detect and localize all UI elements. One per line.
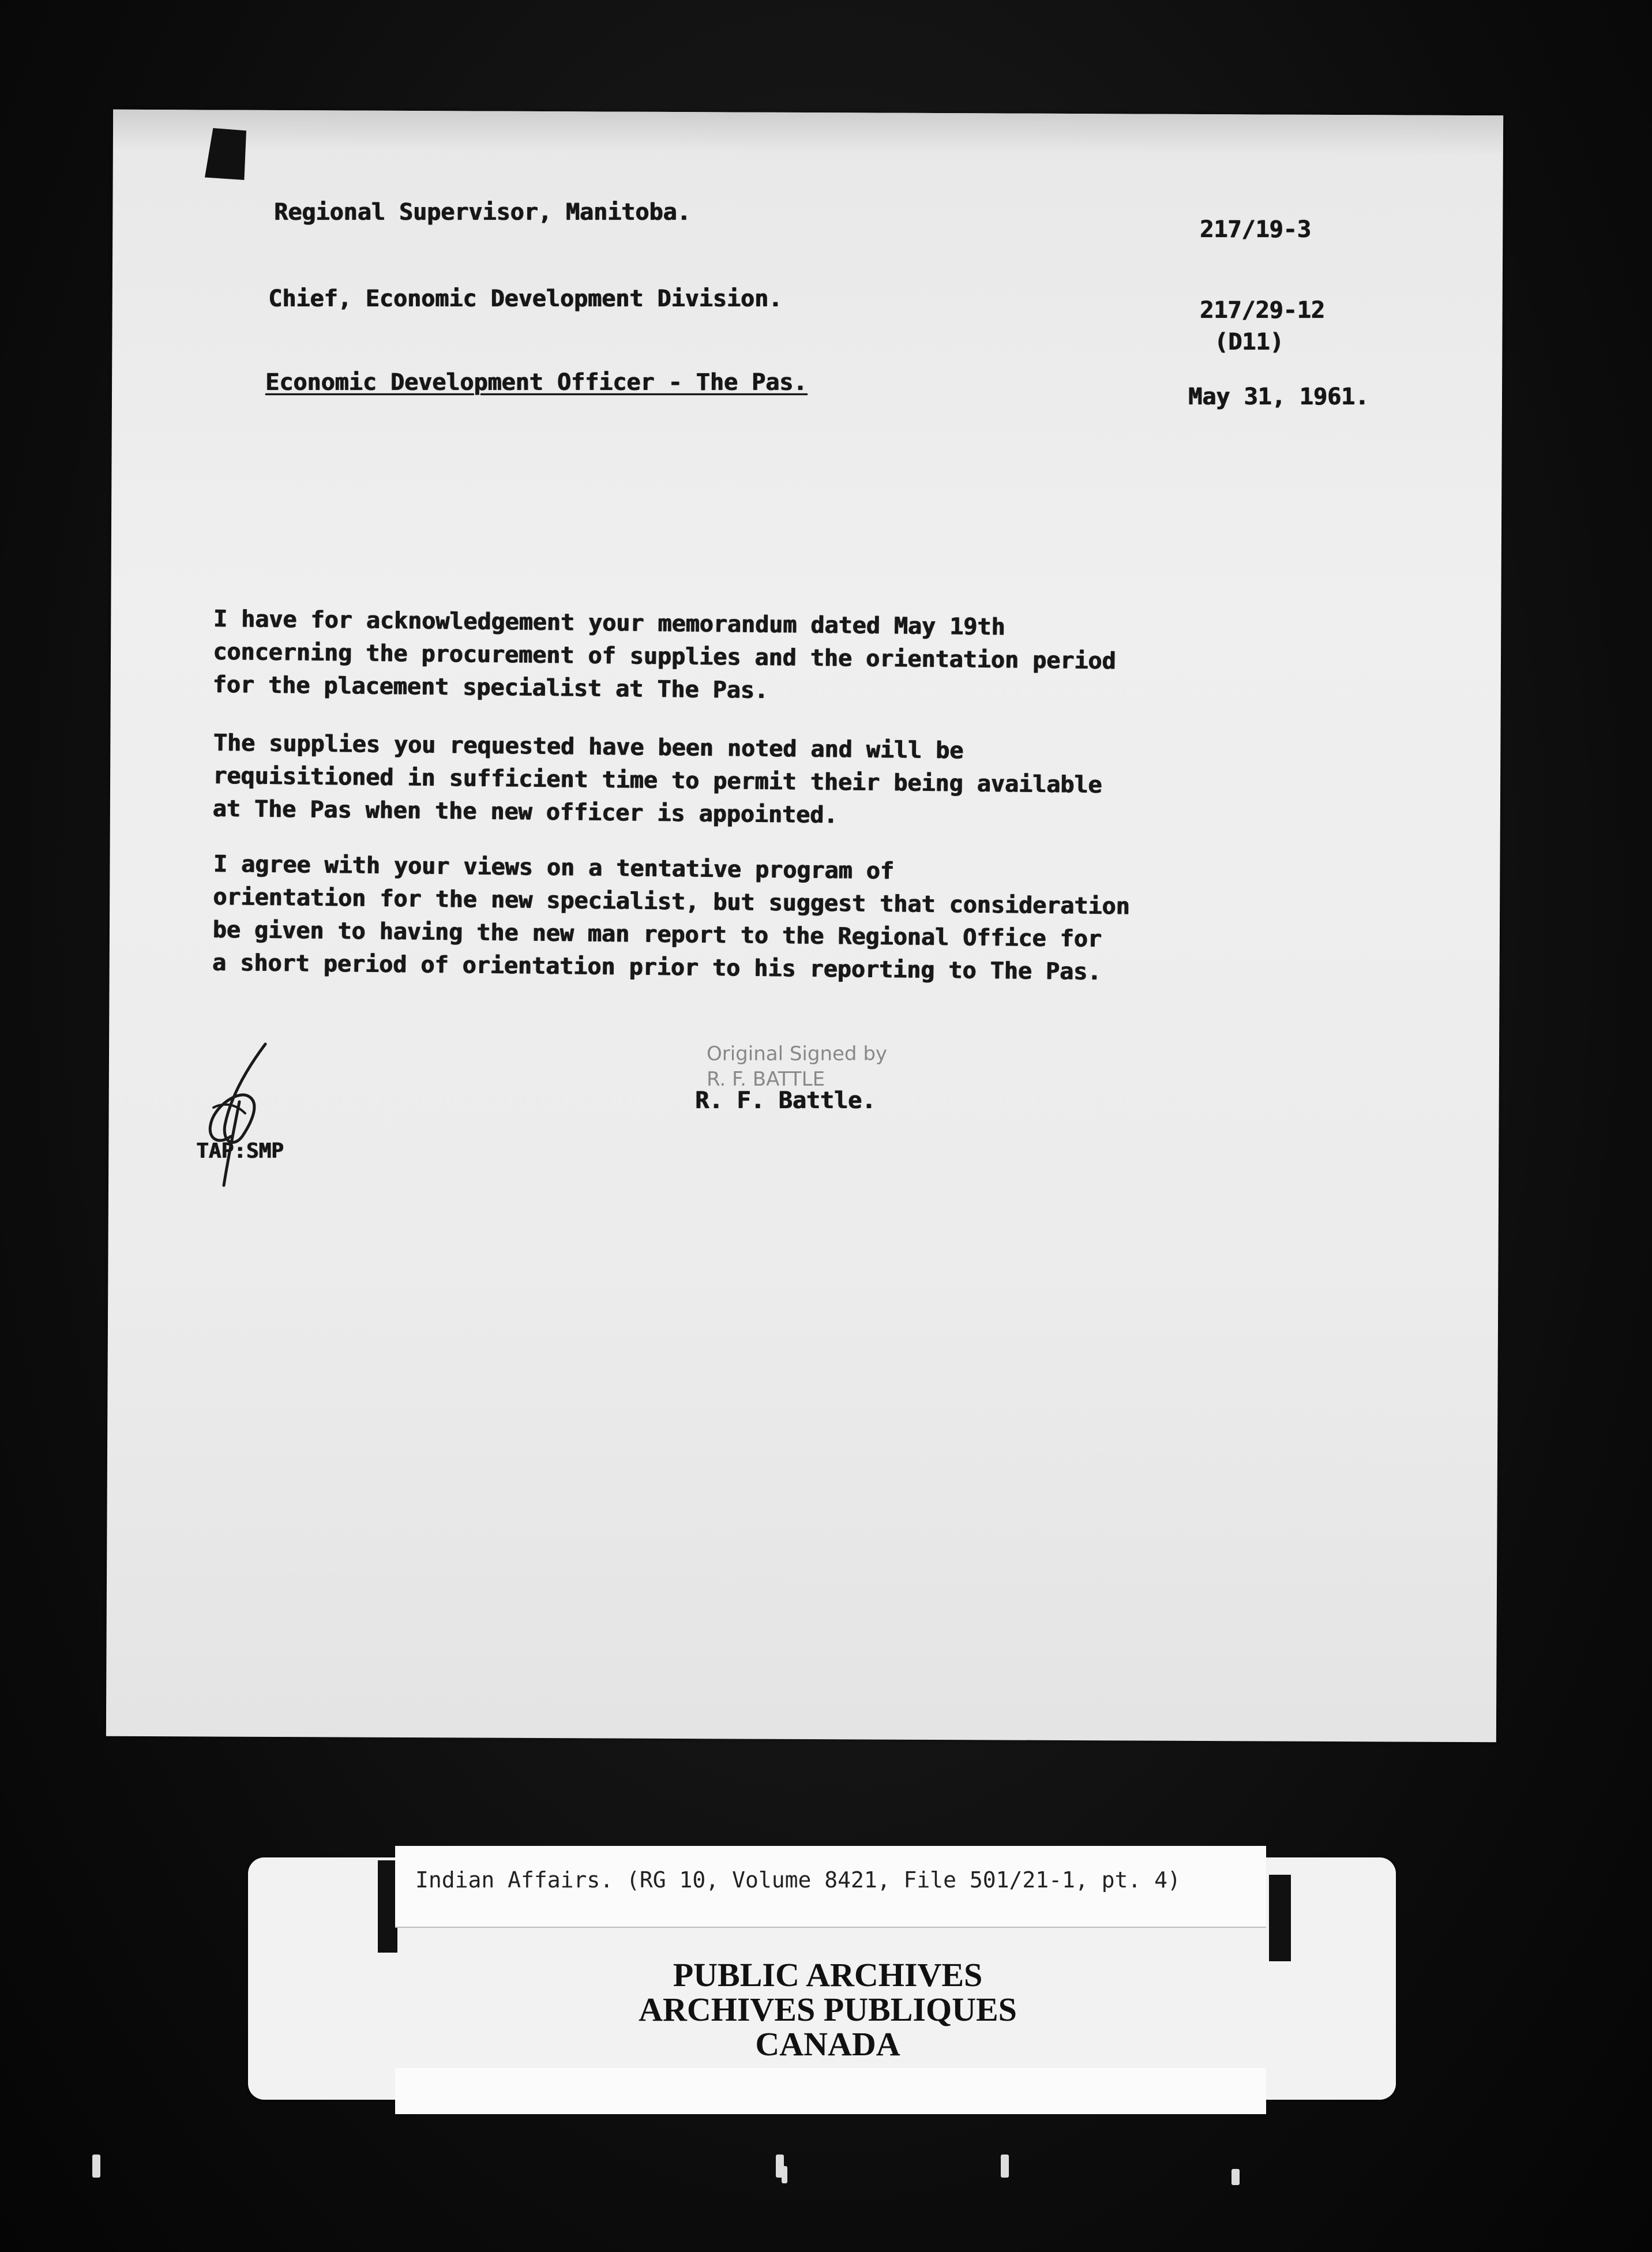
memo-subject: Economic Development Officer - The Pas. [265, 369, 808, 396]
archive-reference: Indian Affairs. (RG 10, Volume 8421, File 501/21-1, pt. 4) [415, 1867, 1181, 1893]
film-perforation-mark [782, 2166, 787, 2183]
page-top-shadow [113, 110, 1503, 156]
archive-country: CANADA [755, 2025, 900, 2063]
body-paragraph-2: The supplies you requested have been noted and will be requisitioned in sufficient time to permit their being available at The Pas when the new officer is appointed. [212, 729, 1102, 829]
original-signed-stamp: Original Signed by R. F. BATTLE [707, 1042, 888, 1091]
file-number-1: 217/19-3 [1200, 216, 1311, 243]
body-paragraph-1: I have for acknowledgement your memorandum dated May 19th concerning the procurement of supplies and the orientation period for the placement specialist at The Pas. [212, 605, 1116, 704]
file-number-2-suffix: (D11) [1214, 329, 1284, 355]
memo-from: Chief, Economic Development Division. [268, 286, 783, 312]
archive-name-english: PUBLIC ARCHIVES [673, 1956, 983, 1994]
label-right-tab [1269, 1875, 1291, 1961]
memo-date: May 31, 1961. [1188, 384, 1369, 410]
signer-name: R. F. Battle. [695, 1087, 876, 1114]
film-perforation-mark [1232, 2169, 1240, 2185]
memo-to: Regional Supervisor, Manitoba. [274, 199, 691, 226]
typist-initials: TAP:SMP [196, 1139, 284, 1163]
handwritten-initials-signature [179, 1033, 294, 1188]
film-perforation-mark [92, 2155, 100, 2178]
file-number-2: 217/29-12 [1200, 297, 1325, 324]
label-bottom-strip [395, 2068, 1266, 2114]
archive-name-french: ARCHIVES PUBLIQUES [639, 1991, 1017, 2028]
body-paragraph-3: I agree with your views on a tentative program of orientation for the new specialist, but suggest that consideration be given to having the new man report to the Regional Office for a short period of orientation prior to his reporting to The Pas. [212, 850, 1130, 986]
film-perforation-mark [1001, 2155, 1009, 2178]
label-left-tab [378, 1860, 397, 1953]
